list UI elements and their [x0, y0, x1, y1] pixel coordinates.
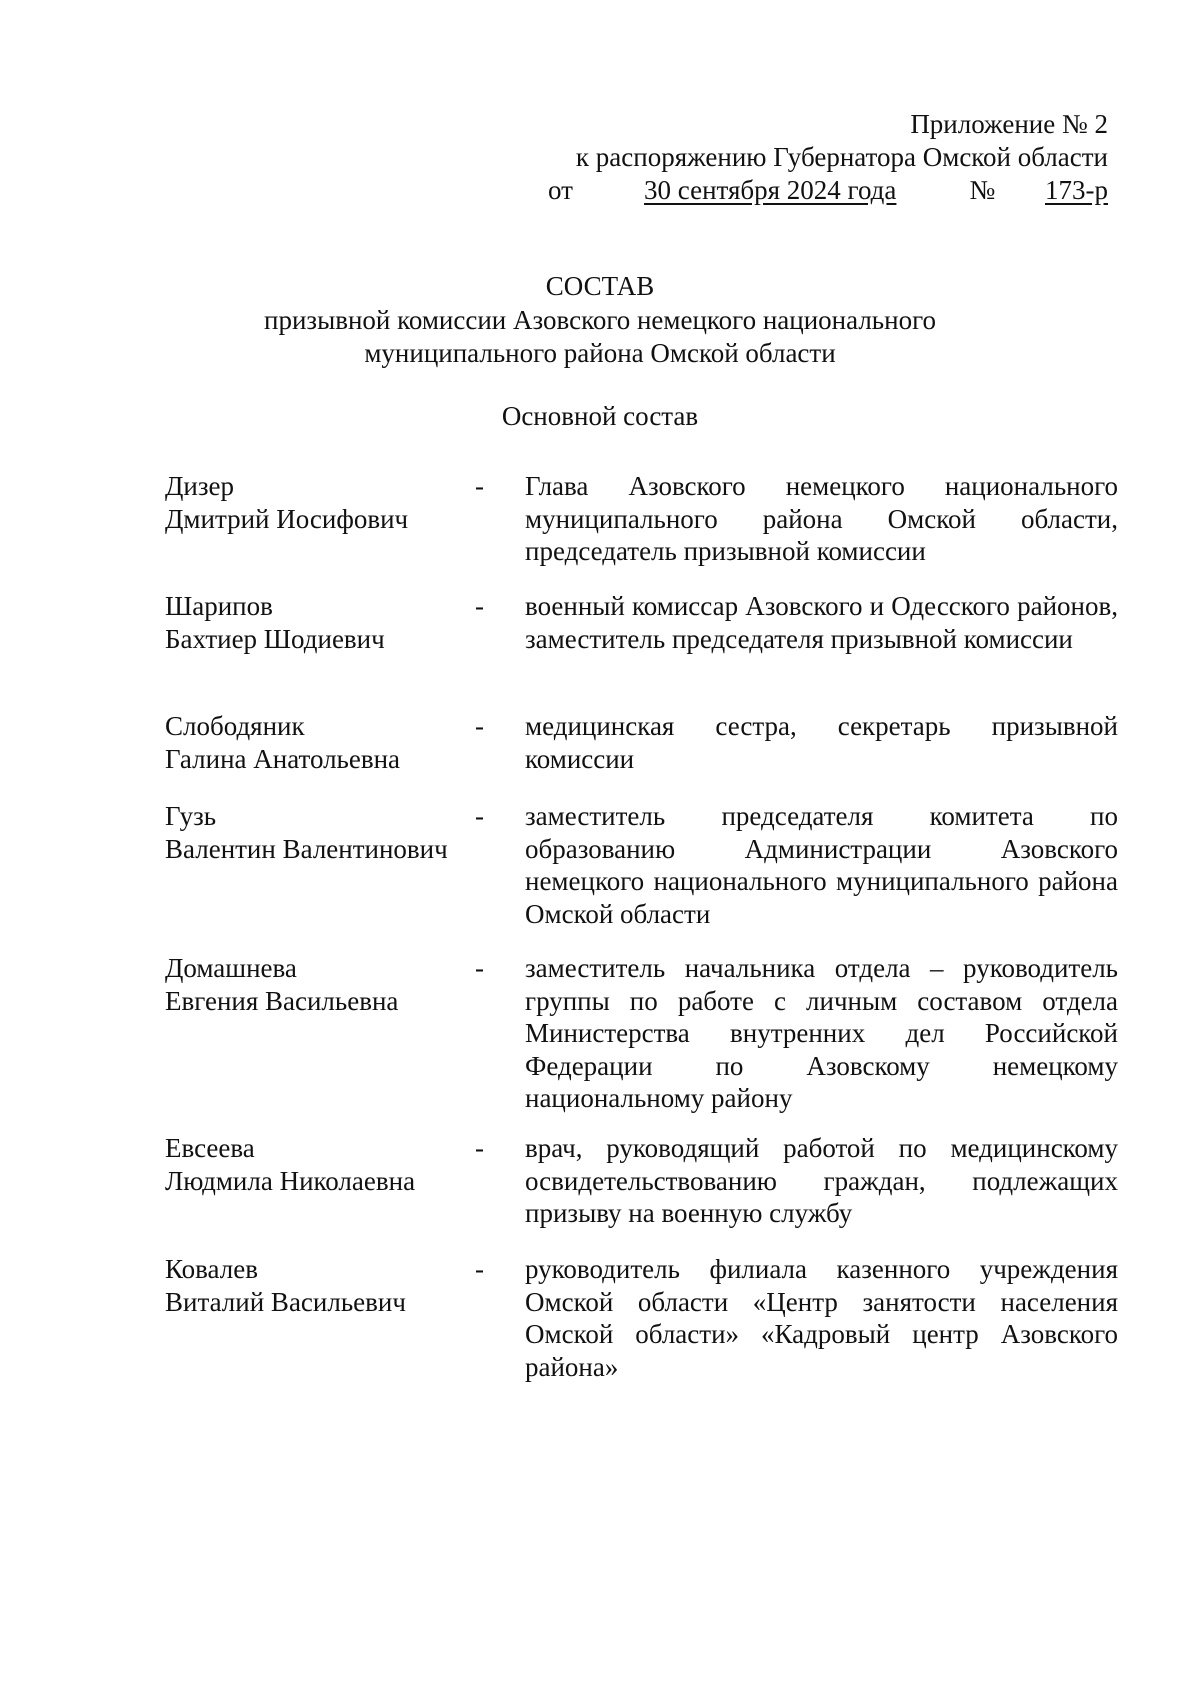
member-surname: Домашнева [165, 953, 297, 983]
member-role: врач, руководящий работой по медицинскому освидетельствованию граждан, подлежащих призыву на военную службу [525, 1133, 1118, 1228]
member-surname: Слободяник [165, 711, 305, 741]
member-name [165, 952, 475, 1017]
member-given-name: Бахтиер Шодиевич [165, 623, 385, 654]
member-dash: - [475, 471, 484, 501]
member-surname: Евсеева [165, 1133, 255, 1163]
member-row [165, 470, 1118, 590]
subtitle-line-1: призывной комиссии Азовского немецкого национального [264, 305, 936, 335]
member-given-name: Галина Анатольевна [165, 743, 401, 774]
member-role: Глава Азовского немецкого национального муниципального района Омской области, председатель призывной комиссии [525, 471, 1118, 566]
member-given-name: Виталий Васильевич [165, 1286, 406, 1317]
member-role: медицинская сестра, секретарь призывной комиссии [525, 711, 1118, 774]
document-title: СОСТАВ [545, 271, 655, 301]
appendix-reference: к распоряжению Губернатора Омской области [575, 142, 1108, 172]
member-row [165, 590, 1118, 710]
member-dash: - [475, 711, 484, 741]
member-role: заместитель председателя комитета по образованию Администрации Азовского немецкого национального муниципального района Омской области [525, 801, 1118, 929]
member-name [165, 800, 475, 865]
appendix-date-line [548, 174, 1108, 207]
document-subtitle [0, 304, 1200, 370]
member-name [165, 710, 475, 775]
member-surname: Шарипов [165, 591, 273, 621]
member-name [165, 1132, 475, 1197]
date-prefix: от [548, 175, 573, 205]
member-given-name: Дмитрий Иосифович [165, 503, 409, 534]
member-dash: - [475, 1133, 484, 1163]
member-surname: Ковалев [165, 1254, 258, 1284]
section-title: Основной состав [501, 401, 699, 431]
order-date: 30 сентября 2024 года [644, 175, 897, 205]
member-row [165, 1253, 1118, 1383]
member-dash: - [475, 1254, 484, 1284]
member-given-name: Валентин Валентинович [165, 833, 448, 864]
appendix-block [548, 108, 1108, 207]
member-given-name: Людмила Николаевна [165, 1165, 416, 1196]
members-list [165, 470, 1118, 1383]
member-role: руководитель филиала казенного учреждения Омской области «Центр занятости населения Омской области» «Кадровый центр Азовского района» [525, 1254, 1118, 1382]
member-surname: Гузь [165, 801, 217, 831]
member-row [165, 710, 1118, 800]
member-role: военный комиссар Азовского и Одесского районов, заместитель председателя призывной комиссии [525, 591, 1118, 654]
appendix-title: Приложение № 2 [910, 109, 1108, 139]
member-name [165, 470, 475, 535]
member-dash: - [475, 591, 484, 621]
member-given-name: Евгения Васильевна [165, 985, 399, 1016]
member-name [165, 1253, 475, 1318]
member-row [165, 1132, 1118, 1253]
number-label: № [969, 175, 996, 205]
member-row [165, 952, 1118, 1132]
member-dash: - [475, 801, 484, 831]
member-name [165, 590, 475, 655]
subtitle-line-2: муниципального района Омской области [364, 338, 836, 368]
order-number: 173-р [1045, 175, 1108, 205]
member-role: заместитель начальника отдела – руководитель группы по работе с личным составом отдела Министерства внутренних дел Российской Федерации по Азовскому немецкому национальному району [525, 953, 1118, 1113]
member-surname: Дизер [165, 471, 235, 501]
member-dash: - [475, 953, 484, 983]
member-row [165, 800, 1118, 952]
